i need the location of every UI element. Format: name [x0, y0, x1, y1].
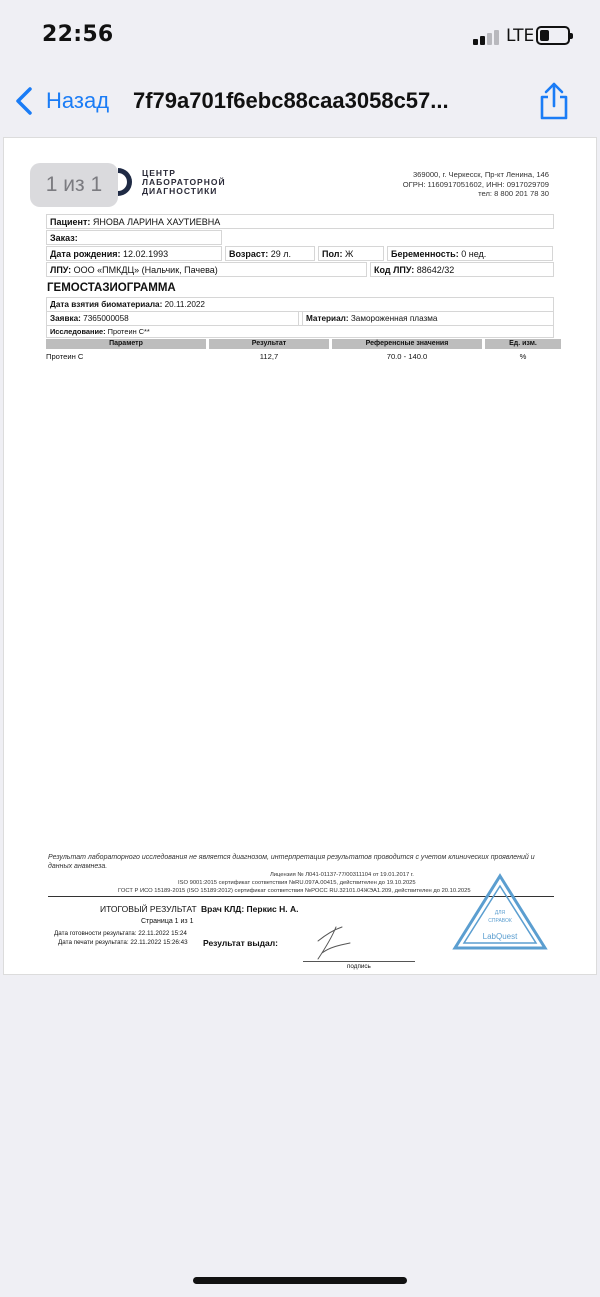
study-label: Исследование:: [50, 327, 106, 336]
lpu-code-label: Код ЛПУ:: [374, 265, 415, 275]
column-header: Результат: [209, 339, 329, 349]
request-label: Заявка:: [50, 314, 81, 323]
address-line: 369000, г. Черкесск, Пр-кт Ленина, 146: [412, 170, 549, 179]
demographics-row: [46, 246, 556, 262]
results-table-header: [46, 339, 564, 349]
order-label: Заказ:: [50, 233, 78, 243]
status-bar: [0, 0, 600, 70]
nav-bar: [0, 70, 600, 134]
age-value: 29 л.: [270, 249, 292, 259]
column-header: Ед. изм.: [485, 339, 561, 349]
license-line: ISO 9001:2015 сертификат соответствия №RU.097А.00415, действителен до 19.10.2025: [178, 880, 416, 886]
doctor-label: Врач КЛД: Перкис Н. А.: [201, 904, 299, 914]
order-row: [46, 230, 225, 246]
lpu-value: ООО «ПМКДЦ» (Нальчик, Пачева): [73, 265, 218, 275]
stamp-text: СПРАВОК: [488, 918, 512, 924]
unit-cell: %: [519, 352, 527, 361]
disclaimer: Результат лабораторного исследования не является диагнозом, интерпретация результатов проводится с учетом клинических проявлений и данных анамнеза.: [48, 854, 535, 870]
print-date: Дата печати результата: 22.11.2022 15:26:43: [58, 939, 188, 946]
section-title: ГЕМОСТАЗИОГРАММА: [47, 282, 176, 294]
final-result-label: ИТОГОВЫЙ РЕЗУЛЬТАТ: [100, 904, 197, 914]
license-line: Лицензия № Л041-01137-77/00311104 от 19.01.2017 г.: [270, 872, 414, 878]
lab-address: [403, 170, 549, 199]
patient-row: [46, 214, 557, 230]
study-value: Протеин С**: [107, 327, 150, 336]
chevron-left-icon: [14, 86, 36, 116]
column-header: Референсные значения: [332, 339, 482, 349]
signature-line: [303, 961, 415, 962]
material-value: Замороженная плазма: [350, 314, 438, 323]
home-indicator[interactable]: [193, 1277, 407, 1284]
signal-icon: [473, 29, 501, 45]
dob-label: Дата рождения:: [50, 249, 121, 259]
reference-cell: 70.0 - 140.0: [386, 352, 428, 361]
back-label: Назад: [46, 88, 110, 113]
back-button[interactable]: [14, 84, 109, 118]
status-time: 22:56: [42, 22, 114, 47]
logo-mark-icon: [118, 168, 132, 196]
sample-date-value: 20.11.2022: [164, 300, 205, 309]
signature-image: [306, 921, 356, 963]
param-cell: Протеин С: [46, 352, 84, 361]
address-line: тел: 8 800 201 78 30: [478, 189, 549, 198]
logo-line: ЦЕНТР: [142, 167, 176, 178]
patient-label: Пациент:: [50, 217, 91, 227]
page-indicator: 1 из 1: [30, 163, 118, 207]
stamp-text: LabQuest: [482, 932, 518, 941]
lpu-row: [46, 262, 557, 278]
lpu-label: ЛПУ:: [50, 265, 72, 275]
sex-label: Пол:: [322, 249, 343, 259]
material-label: Материал:: [306, 314, 349, 323]
address-line: ОГРН: 1160917051602, ИНН: 0917029709: [402, 179, 549, 189]
signature-caption: подпись: [347, 963, 371, 970]
table-row: [46, 352, 564, 361]
share-icon[interactable]: [537, 82, 571, 120]
page-of: Страница 1 из 1: [141, 918, 194, 925]
sample-date-label: Дата взятия биоматериала:: [50, 300, 163, 309]
lab-logo: [118, 168, 226, 196]
pregnancy-label: Беременность:: [391, 249, 459, 259]
document-title: 7f79a701f6ebc88caa3058c57...: [133, 88, 449, 113]
lpu-code-value: 88642/32: [416, 265, 455, 275]
result-cell: 112,7: [259, 352, 279, 361]
column-header: Параметр: [46, 339, 206, 349]
pregnancy-value: 0 нед.: [461, 249, 487, 259]
issued-label: Результат выдал:: [203, 938, 278, 948]
license-line: ГОСТ Р ИСО 15189-2015 (ISO 15189:2012) сертификат соответствия №РОСС RU.32101.04ЖЭА1.209, действителен до 20.10.2025: [118, 888, 471, 894]
ready-date: Дата готовности результата: 22.11.2022 15:24: [54, 930, 187, 937]
request-value: 7365000058: [83, 314, 129, 323]
age-label: Возраст:: [229, 249, 269, 259]
stamp-text: ДЛЯ: [494, 910, 506, 916]
labquest-stamp: [452, 872, 548, 952]
logo-line: ЛАБОРАТОРНОЙ: [142, 176, 226, 187]
sex-value: Ж: [344, 249, 354, 259]
logo-line: ДИАГНОСТИКИ: [142, 185, 218, 196]
network-type: LTE: [506, 26, 535, 46]
patient-name: ЯНОВА ЛАРИНА ХАУТИЕВНА: [92, 217, 221, 227]
battery-icon: [536, 26, 570, 45]
dob-value: 12.02.1993: [123, 249, 169, 259]
